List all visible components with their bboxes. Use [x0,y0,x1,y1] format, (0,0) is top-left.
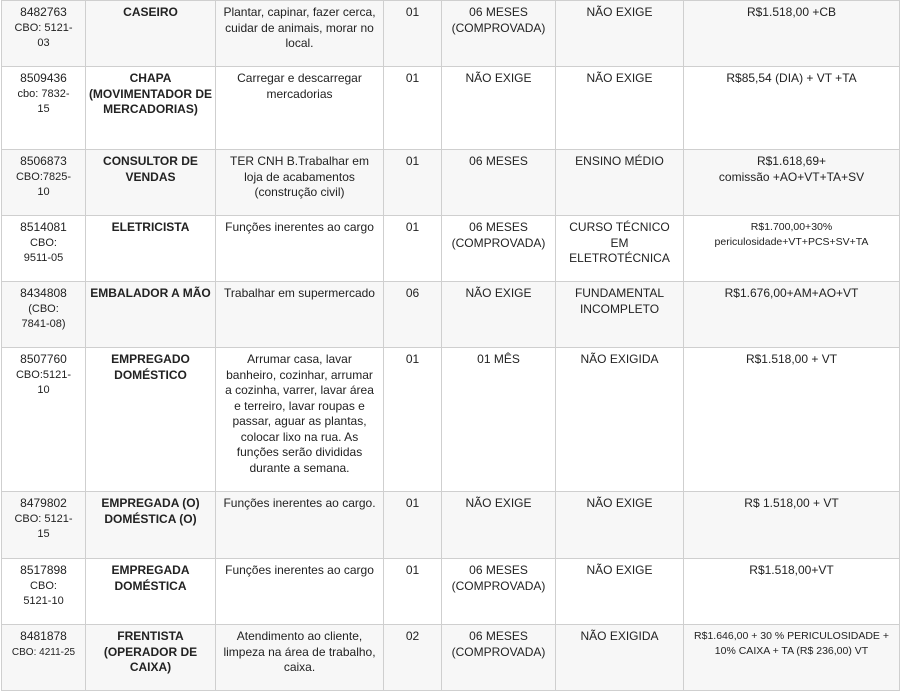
job-description: Atendimento ao cliente, limpeza na área de trabalho, caixa. [216,625,384,691]
vacancy-count: 01 [384,67,442,150]
cbo-code: CBO: 4211-25 [11,646,76,658]
education-requirement: NÃO EXIGE [556,559,684,625]
education-requirement: FUNDAMENTAL INCOMPLETO [556,282,684,348]
education-requirement: NÃO EXIGIDA [556,625,684,691]
salary-benefits: R$1.518,00 +CB [684,1,900,67]
experience-requirement: NÃO EXIGE [442,282,556,348]
cbo-code: CBO: 5121- 15 [14,512,73,540]
job-title: CHAPA (MOVIMENTADOR DE MERCADORIAS) [86,67,216,150]
cbo-code: CBO: 5121- 03 [14,21,73,49]
education-requirement: NÃO EXIGE [556,492,684,559]
job-code: 8506873 [20,154,67,168]
table-row [2,492,900,559]
table-row [2,67,900,150]
experience-requirement: 06 MESES [442,150,556,216]
job-code-cell [2,282,86,348]
job-description: Arrumar casa, lavar banheiro, cozinhar, arrumar a cozinha, varrer, lavar área e terreiro, lavar roupas e passar, aguar as plantas, colocar lixo na rua. As funções serão divididas durante a semana. [216,348,384,492]
cbo-code: cbo: 7832- 15 [17,87,70,115]
table-row [2,625,900,691]
job-code: 8434808 [20,286,67,300]
salary-benefits: R$1.518,00+VT [684,559,900,625]
vacancy-count: 02 [384,625,442,691]
experience-requirement: 06 MESES (COMPROVADA) [442,625,556,691]
cbo-code: (CBO: 7841-08) [21,302,66,330]
education-requirement: CURSO TÉCNICO EM ELETROTÉCNICA [556,216,684,282]
job-code: 8481878 [20,629,67,643]
job-description: TER CNH B.Trabalhar em loja de acabamentos (construção civil) [216,150,384,216]
job-description: Funções inerentes ao cargo [216,216,384,282]
job-code: 8514081 [20,220,67,234]
job-code-cell [2,216,86,282]
table-row [2,282,900,348]
job-description: Trabalhar em supermercado [216,282,384,348]
salary-benefits: R$85,54 (DIA) + VT +TA [684,67,900,150]
job-code-cell [2,348,86,492]
vacancy-count: 01 [384,150,442,216]
job-code-cell [2,625,86,691]
job-title: CASEIRO [86,1,216,67]
experience-requirement: 01 MÊS [442,348,556,492]
salary-benefits: R$1.646,00 + 30 % PERICULOSIDADE + 10% CAIXA + TA (R$ 236,00) VT [684,625,900,691]
job-code-cell [2,67,86,150]
job-code-cell [2,150,86,216]
table-row [2,216,900,282]
experience-requirement: 06 MESES (COMPROVADA) [442,559,556,625]
salary-benefits: R$1.700,00+30% periculosidade+VT+PCS+SV+TA [684,216,900,282]
job-description: Carregar e descarregar mercadorias [216,67,384,150]
job-code: 8507760 [20,352,67,366]
job-description: Funções inerentes ao cargo. [216,492,384,559]
vacancy-count: 06 [384,282,442,348]
cbo-code: CBO: 5121-10 [23,579,64,607]
salary-benefits: R$1.518,00 + VT [684,348,900,492]
vacancy-count: 01 [384,1,442,67]
job-code: 8509436 [20,71,67,85]
job-title: EMBALADOR A MÃO [86,282,216,348]
cbo-code: CBO:5121- 10 [15,368,72,396]
job-code: 8479802 [20,496,67,510]
education-requirement: NÃO EXIGIDA [556,348,684,492]
job-code: 8482763 [20,5,67,19]
salary-benefits: R$1.676,00+AM+AO+VT [684,282,900,348]
job-title: EMPREGADO DOMÉSTICO [86,348,216,492]
cbo-code: CBO: 9511-05 [23,236,64,264]
education-requirement: NÃO EXIGE [556,1,684,67]
table-row [2,559,900,625]
experience-requirement: 06 MESES (COMPROVADA) [442,1,556,67]
table-row [2,1,900,67]
education-requirement: ENSINO MÉDIO [556,150,684,216]
job-title: ELETRICISTA [86,216,216,282]
experience-requirement: NÃO EXIGE [442,67,556,150]
experience-requirement: 06 MESES (COMPROVADA) [442,216,556,282]
job-code-cell [2,492,86,559]
vacancy-count: 01 [384,216,442,282]
job-code: 8517898 [20,563,67,577]
job-title: FRENTISTA (OPERADOR DE CAIXA) [86,625,216,691]
education-requirement: NÃO EXIGE [556,67,684,150]
salary-benefits: R$1.618,69+ comissão +AO+VT+TA+SV [684,150,900,216]
salary-benefits: R$ 1.518,00 + VT [684,492,900,559]
job-code-cell [2,559,86,625]
job-description: Plantar, capinar, fazer cerca, cuidar de animais, morar no local. [216,1,384,67]
table-row [2,150,900,216]
job-title: EMPREGADA (O) DOMÉSTICA (O) [86,492,216,559]
job-description: Funções inerentes ao cargo [216,559,384,625]
cbo-code: CBO:7825- 10 [15,170,72,198]
vacancy-count: 01 [384,492,442,559]
job-code-cell [2,1,86,67]
job-title: CONSULTOR DE VENDAS [86,150,216,216]
job-title: EMPREGADA DOMÉSTICA [86,559,216,625]
job-listings-table [1,0,900,691]
vacancy-count: 01 [384,559,442,625]
experience-requirement: NÃO EXIGE [442,492,556,559]
vacancy-count: 01 [384,348,442,492]
table-row [2,348,900,492]
